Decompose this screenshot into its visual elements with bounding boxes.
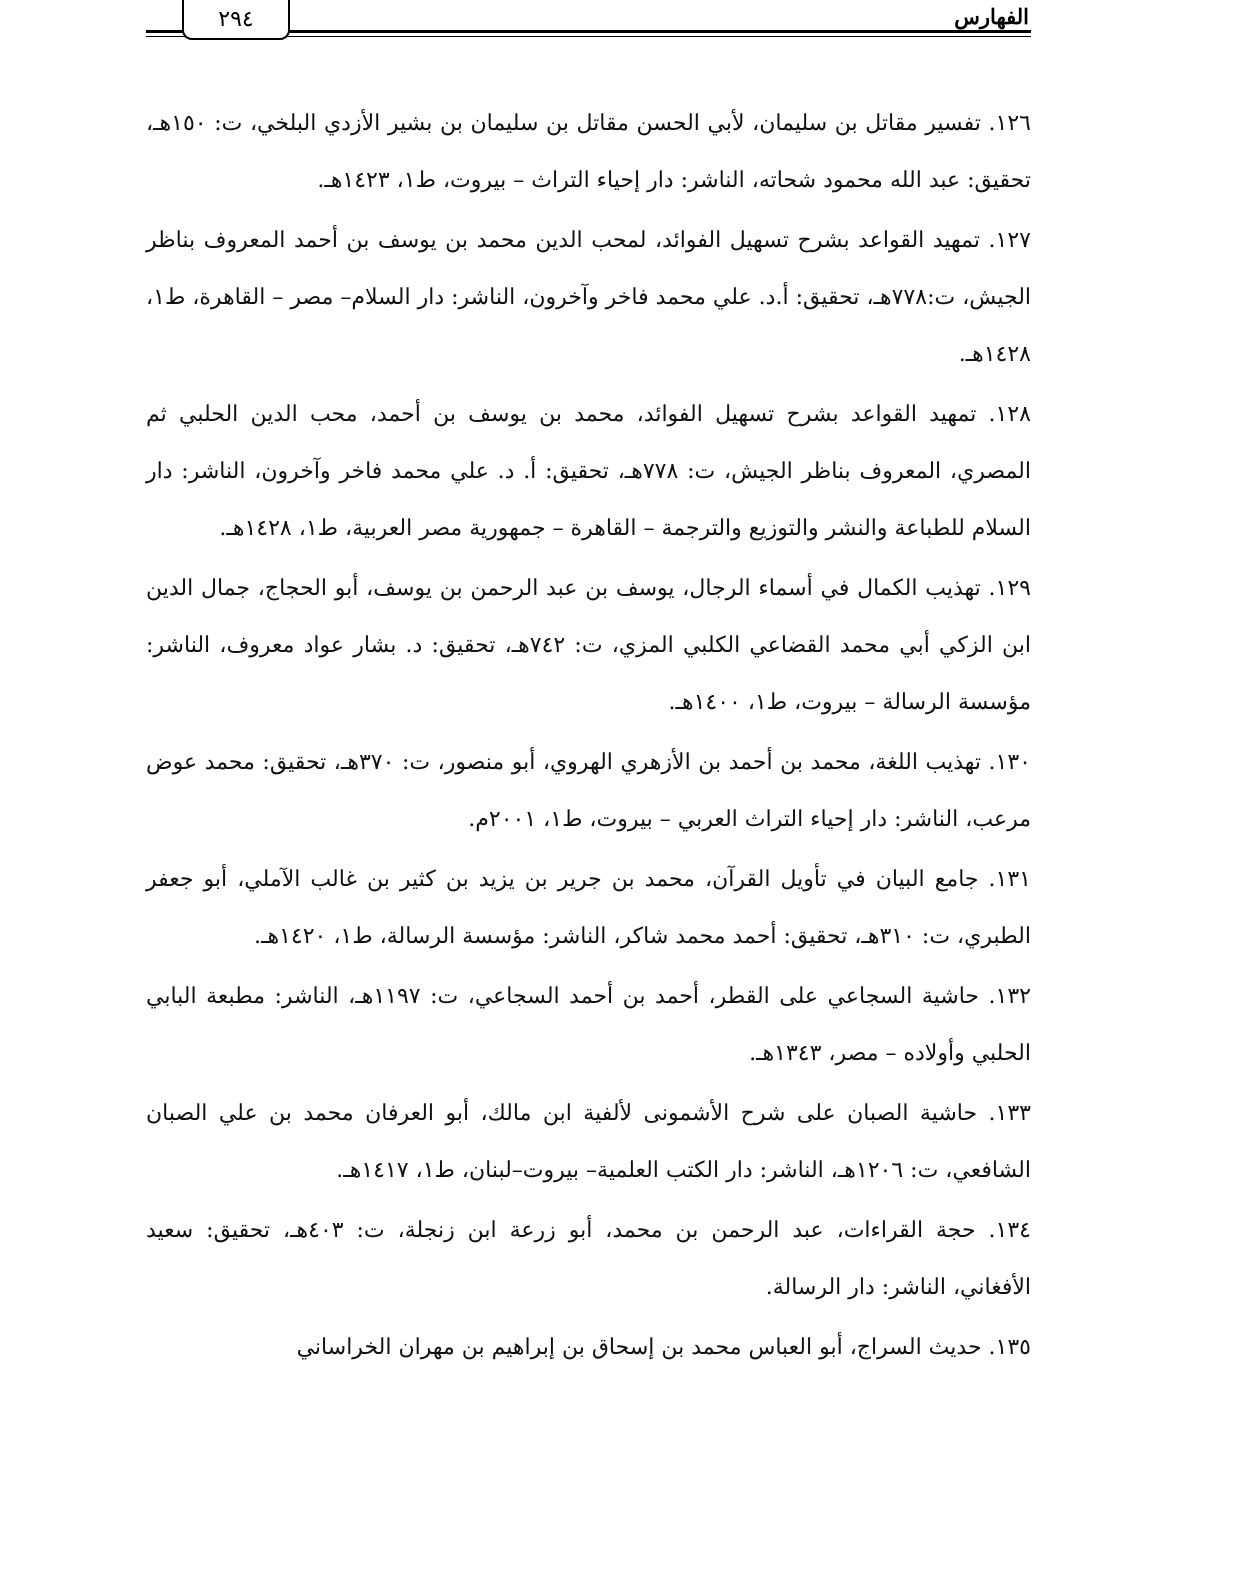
- bibliography-entry: ١٣٣. حاشية الصبان على شرح الأشمونى لألفية ابن مالك، أبو العرفان محمد بن علي الصبان الشافعي، ت: ١٢٠٦هـ، الناشر: دار الكتب العلمية– بيروت–لبنان، ط١، ١٤١٧هـ.: [146, 1101, 1031, 1183]
- bibliography-entry: ١٣١. جامع البيان في تأويل القرآن، محمد بن جرير بن يزيد بن كثير بن غالب الآملي، أبو جعفر الطبري، ت: ٣١٠هـ، تحقيق: أحمد محمد شاكر، الناشر: مؤسسة الرسالة، ط١، ١٤٢٠هـ.: [146, 867, 1031, 949]
- bibliography-entry: ١٢٦. تفسير مقاتل بن سليمان، لأبي الحسن مقاتل بن سليمان بن بشير الأزدي البلخي، ت: ١٥٠هـ، تحقيق: عبد الله محمود شحاته، الناشر: دار إحياء التراث – بيروت، ط١، ١٤٢٣هـ.: [146, 111, 1031, 193]
- bibliography-entry: ١٢٩. تهذيب الكمال في أسماء الرجال، يوسف بن عبد الرحمن بن يوسف، أبو الحجاج، جمال الدين ابن الزكي أبي محمد القضاعي الكلبي المزي، ت: ٧٤٢هـ، تحقيق: د. بشار عواد معروف، الناشر: مؤسسة الرسالة – بيروت، ط١، ١٤٠٠هـ.: [146, 576, 1031, 715]
- section-title: الفهارس: [954, 4, 1029, 29]
- bibliography-entry: ١٣٠. تهذيب اللغة، محمد بن أحمد بن الأزهري الهروي، أبو منصور، ت: ٣٧٠هـ، تحقيق: محمد عوض مرعب، الناشر: دار إحياء التراث العربي – بيروت، ط١، ٢٠٠١م.: [146, 750, 1031, 832]
- page-header: [146, 0, 1031, 44]
- bibliography-entry: ١٣٤. حجة القراءات، عبد الرحمن بن محمد، أبو زرعة ابن زنجلة، ت: ٤٠٣هـ، تحقيق: سعيد الأفغاني، الناشر: دار الرسالة.: [146, 1218, 1031, 1300]
- bibliography-entry: ١٢٧. تمهيد القواعد بشرح تسهيل الفوائد، لمحب الدين محمد بن يوسف بن أحمد المعروف بناظر الجيش، ت:٧٧٨هـ، تحقيق: أ.د. علي محمد فاخر وآخرون، الناشر: دار السلام– مصر – القاهرة، ط١، ١٤٢٨هـ.: [146, 228, 1032, 367]
- bibliography-entry: ١٣٥. حديث السراج، أبو العباس محمد بن إسحاق بن إبراهيم بن مهران الخراساني: [296, 1335, 1031, 1360]
- bibliography-entry: ١٣٢. حاشية السجاعي على القطر، أحمد بن أحمد السجاعي، ت: ١١٩٧هـ، الناشر: مطبعة البابي الحلبي وأولاده – مصر، ١٣٤٣هـ.: [146, 984, 1031, 1066]
- bibliography-entry: ١٢٨. تمهيد القواعد بشرح تسهيل الفوائد، محمد بن يوسف بن أحمد، محب الدين الحلبي ثم المصري، المعروف بناظر الجيش، ت: ٧٧٨هـ، تحقيق: أ. د. علي محمد فاخر وآخرون، الناشر: دار السلام للطباعة والنشر والتوزيع والترجمة – القاهرة – جمهورية مصر العربية، ط١، ١٤٢٨هـ.: [146, 402, 1031, 541]
- bibliography-list: [146, 95, 1031, 1379]
- page-number: ٢٩٤: [182, 0, 290, 40]
